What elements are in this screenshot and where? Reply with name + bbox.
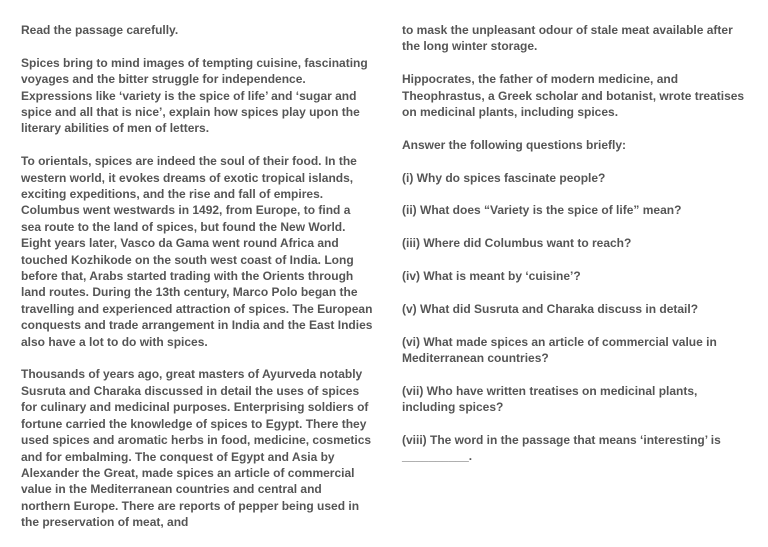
question-item: (vi) What made spices an article of commercial value in Mediterranean countries? — [402, 334, 717, 365]
passage-paragraph: Hippocrates, the father of modern medicine, and Theophrastus, a Greek scholar and botanist, wrote treatises on medicinal plants, including spices. — [402, 72, 745, 120]
instruction-text: Read the passage carefully. — [21, 23, 179, 37]
passage-paragraph: Thousands of years ago, great masters of Ayurveda notably Susruta and Charaka discussed in detail the uses of spices for culinary and medicinal purposes. Enterprising soldiers of fortune carried the knowledge of spices to Egypt. There they used spices and aromatic herbs in food, medicine, cosmetics and for embalming. The conquest of Egypt and Asia by Alexander the Great, made spices an article of commercial value in the Mediterranean countries and central and northern Europe. There are reports of pepper being used in the preservation of meat, and — [21, 367, 372, 530]
question-item: (v) What did Susruta and Charaka discuss in detail? — [402, 301, 699, 316]
question-item: (i) Why do spices fascinate people? — [402, 170, 606, 185]
passage-paragraph: to mask the unpleasant odour of stale meat available after the long winter storage. — [402, 23, 733, 54]
passage-left-column — [21, 22, 373, 547]
question-item: (vii) Who have written treatises on medicinal plants, including spices? — [402, 383, 698, 415]
question-item: (iii) Where did Columbus want to reach? — [402, 236, 632, 251]
question-item: (iv) What is meant by ‘cuisine’? — [402, 269, 581, 283]
passage-right-column — [402, 22, 754, 481]
passage-paragraph: To orientals, spices are indeed the soul of their food. In the western world, it evokes dreams of exotic tropical islands, exciting expeditions, and the rise and fall of empires. Columbus went westwards in 1492, from Europe, to find a sea route to the land of spices, but found the New World. Eight years later, Vasco da Gama went round Africa and touched Kozhikode on the south west coast of India. Long before that, Arabs started trading with the Orients through land routes. During the 13th century, Marco Polo began the travelling and experienced attraction of spices. The European conquests and trade arrangement in India and the East Indies also have a lot to do with spices. — [21, 154, 373, 349]
question-item: (viii) The word in the passage that means ‘interesting’ is __________. — [402, 433, 721, 464]
passage-paragraph: Spices bring to mind images of tempting cuisine, fascinating voyages and the bitter struggle for independence. Expressions like ‘variety is the spice of life’ and ‘sugar and spice and all that is nice’, explain how spices play upon the literary abilities of men of letters. — [21, 55, 368, 136]
question-item: (ii) What does “Variety is the spice of life” mean? — [402, 203, 682, 218]
questions-heading: Answer the following questions briefly: — [402, 137, 627, 152]
